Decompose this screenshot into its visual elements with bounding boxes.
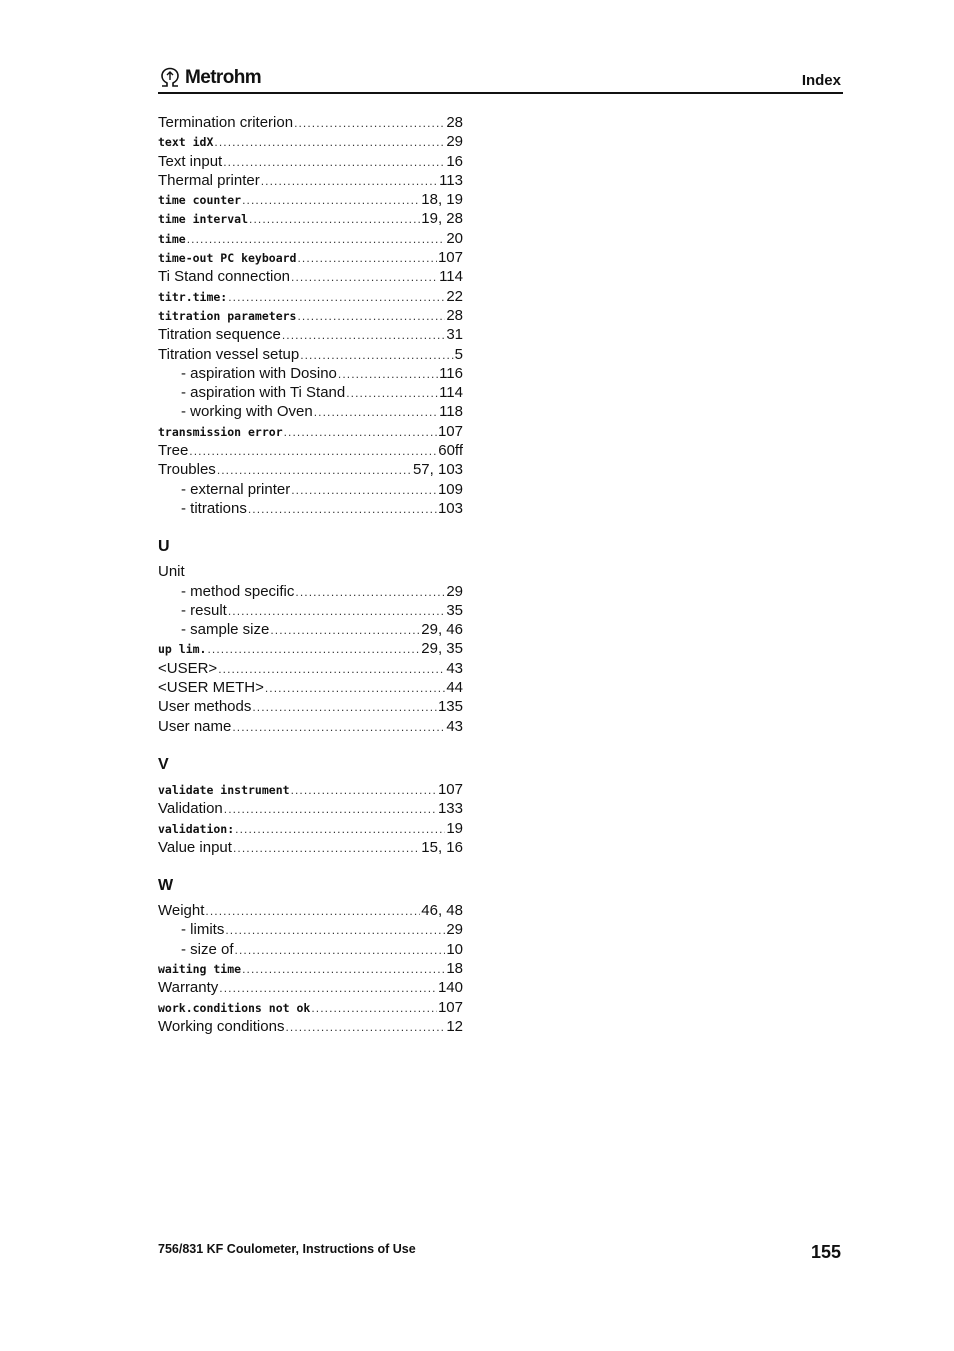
entry-page: 60ff	[438, 442, 463, 460]
index-group-t	[158, 113, 463, 518]
index-entry	[158, 306, 463, 325]
entry-term: <USER METH>	[158, 679, 264, 697]
entry-page: 29, 35	[421, 640, 463, 658]
entry-page: 19	[446, 819, 463, 837]
entry-term: - size of	[181, 940, 234, 958]
index-entry	[158, 639, 463, 658]
dot-leader	[300, 346, 453, 364]
header-rule	[158, 92, 843, 94]
dot-leader	[346, 384, 438, 402]
dot-leader	[242, 960, 445, 978]
entry-term: - external printer	[181, 480, 291, 498]
index-entry	[158, 562, 463, 581]
index-entry	[158, 152, 463, 171]
dot-leader	[249, 210, 420, 228]
index-entry	[158, 209, 463, 228]
entry-page: 114	[439, 268, 463, 286]
entry-term: Unit	[158, 563, 185, 581]
index-entry	[158, 422, 463, 441]
entry-term: - aspiration with Ti Stand	[181, 384, 346, 402]
index-entry	[158, 441, 463, 460]
entry-page: 118	[439, 403, 463, 421]
dot-leader	[285, 1018, 445, 1036]
index-entry	[158, 345, 463, 364]
entry-term: <USER>	[158, 659, 218, 677]
index-entry	[158, 248, 463, 267]
index-entry	[158, 190, 463, 209]
entry-page: 29, 46	[421, 621, 463, 639]
index-entry	[158, 364, 463, 383]
dot-leader	[297, 249, 436, 267]
entry-page: 29	[446, 921, 463, 939]
index-entry	[158, 780, 463, 799]
entry-page: 12	[446, 1017, 463, 1035]
dot-leader	[265, 679, 445, 697]
entry-page: 114	[439, 384, 463, 402]
entry-page: 19, 28	[421, 210, 463, 228]
entry-page: 140	[437, 979, 463, 997]
index-letter-w: W	[158, 877, 174, 895]
dot-leader	[218, 660, 445, 678]
index-entry	[158, 940, 463, 959]
entry-page: 57, 103	[412, 461, 463, 479]
entry-term: time	[158, 231, 186, 246]
entry-term: Titration sequence	[158, 326, 281, 344]
index-entry	[158, 901, 463, 920]
entry-term: validation:	[158, 821, 235, 836]
entry-term: Troubles	[158, 461, 216, 479]
section-title: Index	[801, 72, 841, 89]
entry-page: 29	[446, 133, 463, 151]
dot-leader	[235, 941, 446, 959]
dot-leader	[224, 800, 437, 818]
index-entry	[158, 267, 463, 286]
entry-term: User name	[158, 717, 232, 735]
dot-leader	[217, 461, 412, 479]
entry-term: time counter	[158, 193, 242, 208]
entry-page: 18	[446, 959, 463, 977]
footer-title: 756/831 KF Coulometer, Instructions of Use	[158, 1242, 416, 1256]
entry-page: 31	[446, 326, 463, 344]
entry-term: up lim.	[158, 642, 207, 657]
dot-leader	[189, 442, 437, 460]
dot-leader	[225, 921, 445, 939]
dot-leader	[219, 979, 437, 997]
entry-page: 109	[437, 480, 463, 498]
entry-term: Termination criterion	[158, 114, 294, 131]
page-header	[158, 66, 843, 94]
dot-leader	[228, 602, 445, 620]
omega-icon	[158, 66, 182, 90]
index-entry	[158, 959, 463, 978]
index-entry	[158, 1017, 463, 1036]
entry-term: titr.time:	[158, 289, 228, 304]
dot-leader	[187, 230, 446, 248]
entry-page: 18, 19	[421, 191, 463, 209]
index-entry	[158, 113, 463, 132]
entry-term: transmission error	[158, 424, 283, 439]
entry-term: Value input	[158, 838, 232, 856]
entry-term: Thermal printer	[158, 171, 260, 189]
entry-page: 29	[446, 582, 463, 600]
entry-page: 107	[437, 249, 463, 267]
entry-page: 107	[437, 780, 463, 798]
index-entry	[158, 460, 463, 479]
entry-term: User methods	[158, 698, 252, 716]
entry-term: titration parameters	[158, 308, 297, 323]
entry-term: Validation	[158, 800, 223, 818]
brand-logo	[158, 66, 261, 90]
index-entry	[158, 697, 463, 716]
index-entry	[158, 799, 463, 818]
entry-page: 107	[437, 422, 463, 440]
entry-term: Weight	[158, 902, 205, 920]
dot-leader	[338, 365, 438, 383]
index-entry	[158, 659, 463, 678]
entry-term: Working conditions	[158, 1017, 285, 1035]
dot-leader	[242, 191, 420, 209]
entry-page: 28	[446, 306, 463, 324]
dot-leader	[282, 326, 445, 344]
entry-term: time-out PC keyboard	[158, 251, 297, 266]
entry-term: - aspiration with Dosino	[181, 364, 337, 382]
entry-page: 43	[446, 659, 463, 677]
index-group-w	[158, 901, 463, 1036]
dot-leader	[291, 481, 437, 499]
entry-term: - working with Oven	[181, 403, 313, 421]
index-entry	[158, 582, 463, 601]
index-letter-u: U	[158, 538, 170, 556]
index-entry	[158, 229, 463, 248]
entry-term: Warranty	[158, 979, 219, 997]
entry-page: 28	[446, 114, 463, 131]
index-entry	[158, 383, 463, 402]
dot-leader	[297, 307, 445, 325]
entry-page: 116	[439, 364, 463, 382]
index-entry	[158, 402, 463, 421]
entry-page: 5	[454, 345, 463, 363]
index-entry	[158, 325, 463, 344]
dot-leader	[291, 268, 438, 286]
entry-page: 20	[446, 229, 463, 247]
dot-leader	[235, 820, 445, 838]
index-group-v	[158, 780, 463, 857]
index-entry	[158, 499, 463, 518]
entry-page: 35	[446, 601, 463, 619]
entry-page: 15, 16	[421, 838, 463, 856]
dot-leader	[232, 718, 445, 736]
index-entry	[158, 838, 463, 857]
entry-page: 22	[446, 287, 463, 305]
entry-term: - sample size	[181, 621, 270, 639]
index-entry	[158, 978, 463, 997]
dot-leader	[252, 698, 437, 716]
index-entry	[158, 480, 463, 499]
dot-leader	[295, 583, 445, 601]
entry-term: - method specific	[181, 582, 295, 600]
entry-term: time interval	[158, 212, 249, 227]
dot-leader	[205, 902, 420, 920]
entry-term: Text input	[158, 152, 223, 170]
dot-leader	[314, 403, 438, 421]
brand-name: Metrohm	[185, 67, 262, 88]
entry-term: Tree	[158, 442, 189, 460]
index-group-u	[158, 562, 463, 736]
index-entry	[158, 998, 463, 1017]
entry-term: - result	[181, 601, 227, 619]
index-entry	[158, 287, 463, 306]
index-entry	[158, 132, 463, 151]
index-entry	[158, 717, 463, 736]
index-list	[158, 113, 463, 1036]
index-entry	[158, 171, 463, 190]
entry-term: - limits	[181, 921, 225, 939]
dot-leader	[291, 781, 437, 799]
index-entry	[158, 920, 463, 939]
entry-term: text idX	[158, 135, 214, 150]
entry-page: 43	[446, 717, 463, 735]
entry-page: 103	[437, 499, 463, 517]
index-entry	[158, 819, 463, 838]
entry-page: 133	[437, 800, 463, 818]
entry-page: 46, 48	[421, 902, 463, 920]
page-number: 155	[810, 1242, 841, 1262]
dot-leader	[270, 621, 420, 639]
entry-term: waiting time	[158, 961, 242, 976]
index-entry	[158, 601, 463, 620]
entry-page: 16	[446, 152, 463, 170]
dot-leader	[207, 640, 420, 658]
dot-leader	[284, 423, 437, 441]
entry-page: 10	[446, 940, 463, 958]
index-letter-v: V	[158, 755, 169, 773]
dot-leader	[214, 133, 445, 151]
index-entry	[158, 678, 463, 697]
dot-leader	[248, 500, 437, 518]
entry-page: 135	[437, 698, 463, 716]
entry-page: 113	[439, 171, 463, 189]
entry-term: Ti Stand connection	[158, 268, 291, 286]
dot-leader	[294, 114, 445, 132]
entry-page: 44	[446, 679, 463, 697]
dot-leader	[223, 153, 445, 171]
entry-term: validate instrument	[158, 782, 290, 797]
dot-leader	[228, 288, 445, 306]
entry-term: Titration vessel setup	[158, 345, 300, 363]
entry-page: 107	[437, 998, 463, 1016]
dot-leader	[261, 172, 438, 190]
entry-term: - titrations	[181, 499, 247, 517]
index-entry	[158, 620, 463, 639]
dot-leader	[311, 999, 437, 1017]
dot-leader	[233, 839, 420, 857]
entry-term: work.conditions not ok	[158, 1000, 311, 1015]
